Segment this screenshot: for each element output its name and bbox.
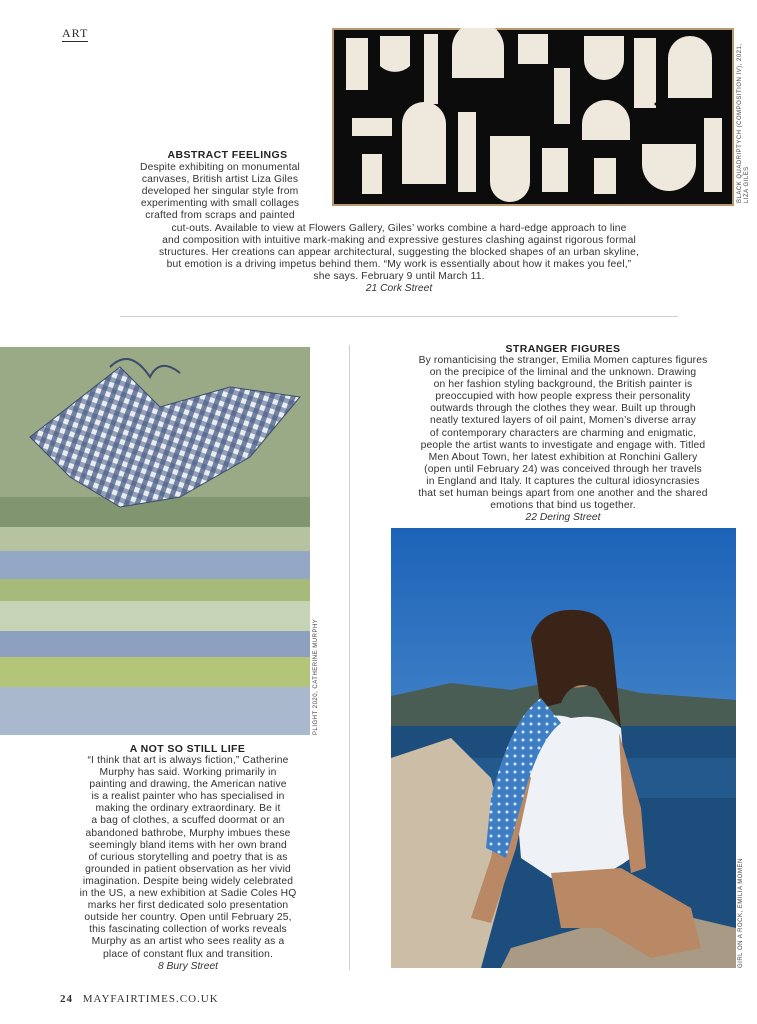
still-life-address: 8 Bury Street — [157, 960, 219, 972]
stranger-figures-body — [388, 355, 738, 523]
body-line: By romanticising the stranger, Emilia Momen captures figures — [418, 355, 708, 366]
abstract-feelings-intro — [110, 162, 330, 222]
body-line: this fascinating collection of works reveals — [89, 924, 287, 936]
abstract-image-caption — [737, 43, 743, 203]
body-line: “I think that art is always fiction,” Catherine — [87, 755, 289, 766]
section-label: ART — [62, 26, 89, 40]
body-line: developed her singular style from — [141, 186, 299, 198]
page-footer — [60, 993, 219, 1005]
still-life-artwork-image — [0, 347, 310, 735]
body-line: of contemporary characters are charming and enigmatic, — [429, 427, 697, 439]
body-line: emotions that bind us together. — [490, 500, 636, 512]
body-line: on her fashion styling background, the British painter is — [433, 379, 693, 391]
body-line: painting and drawing, the American native — [89, 779, 287, 791]
body-line: preoccupied with how people express their personality — [435, 391, 691, 403]
body-line: crafted from scraps and painted — [145, 210, 295, 222]
body-line: of curious storytelling and poetry that is as — [88, 851, 288, 863]
site-name: MAYFAIRTIMES.CO.UK — [82, 993, 219, 1005]
body-line: experimenting with small collages — [140, 198, 300, 210]
body-line: on the precipice of the liminal and the unknown. Drawing — [429, 367, 697, 379]
abstract-feelings-address: 21 Cork Street — [365, 283, 433, 295]
body-line: marks her first dedicated solo presentation — [87, 900, 289, 912]
body-line: (open until February 24) was conceived through her travels — [424, 463, 702, 475]
body-line: structures. Her creations can appear architectural, suggesting the blocked shapes of an urban skyline, — [158, 247, 640, 259]
stranger-figures-title: STRANGER FIGURES — [505, 343, 621, 355]
body-line: Murphy has said. Working primarily in — [99, 767, 277, 779]
body-line: a bag of clothes, a scuffed doormat or an — [91, 815, 285, 827]
body-line: in the US, a new exhibition at Sadie Coles HQ — [79, 888, 297, 900]
body-line: in England and Italy. It captures the cultural idiosyncrasies — [426, 475, 700, 487]
body-line: people the artist wants to investigate and engage with. Titled — [420, 439, 706, 451]
body-line: cut-outs. Available to view at Flowers Gallery, Giles’ works combine a hard-edge approach to line — [171, 223, 627, 234]
body-line: and composition with intuitive mark-making and expressive gestures clashing against rigorous formal — [162, 235, 636, 247]
body-line: is a realist painter who has specialised in — [91, 791, 285, 803]
stranger-figures-address: 22 Dering Street — [525, 512, 601, 524]
abstract-caption-line-1: BLACK QUADRIPTYCH (COMPOSITION IV), 2021, — [737, 43, 743, 203]
body-line: canvases, British artist Liza Giles — [141, 174, 299, 186]
still-life-image-caption: PLIGHT 2020, CATHERINE MURPHY — [313, 618, 319, 735]
body-line: outwards through the clothes they wear. Built up through — [430, 403, 696, 415]
section-divider — [120, 316, 678, 317]
body-line: Men About Town, her latest exhibition at Ronchini Gallery — [428, 451, 698, 463]
abstract-feelings-title: ABSTRACT FEELINGS — [167, 149, 288, 161]
girl-on-a-rock-caption: GIRL ON A ROCK, EMILIA MOMEN — [738, 858, 744, 968]
body-line: place of constant flux and transition. — [103, 948, 273, 960]
page-number: 24 — [60, 993, 73, 1005]
body-line: abandoned bathrobe, Murphy imbues these — [85, 827, 291, 839]
body-line: making the ordinary extraordinary. Be it — [95, 803, 281, 815]
body-line: neatly textured layers of oil paint, Momen’s diverse array — [429, 415, 697, 427]
body-line: but emotion is a driving impetus behind them. “My work is essentially about how it makes you feel,” — [166, 259, 632, 271]
body-line: outside her country. Open until February 25, — [84, 912, 292, 924]
body-line: grounded in patient observation as her vivid — [85, 863, 291, 875]
abstract-artwork-image — [332, 28, 734, 206]
body-line: seemingly bland items with her own brand — [89, 839, 287, 851]
abstract-caption-line-2: LIZA GILES — [744, 166, 750, 203]
still-life-title: A NOT SO STILL LIFE — [129, 743, 246, 755]
body-line: Despite exhibiting on monumental — [140, 162, 300, 173]
body-line: that set human beings apart from one another and the shared — [418, 488, 708, 500]
column-divider — [349, 345, 350, 970]
abstract-feelings-body — [100, 223, 698, 294]
still-life-body — [60, 755, 316, 972]
abstract-image-caption-credit — [744, 166, 750, 203]
girl-on-a-rock-image — [391, 528, 736, 968]
body-line: imagination. Despite being widely celebrated — [82, 875, 294, 887]
body-line: Murphy as an artist who sees reality as a — [91, 936, 285, 948]
body-line: she says. February 9 until March 11. — [313, 271, 485, 283]
